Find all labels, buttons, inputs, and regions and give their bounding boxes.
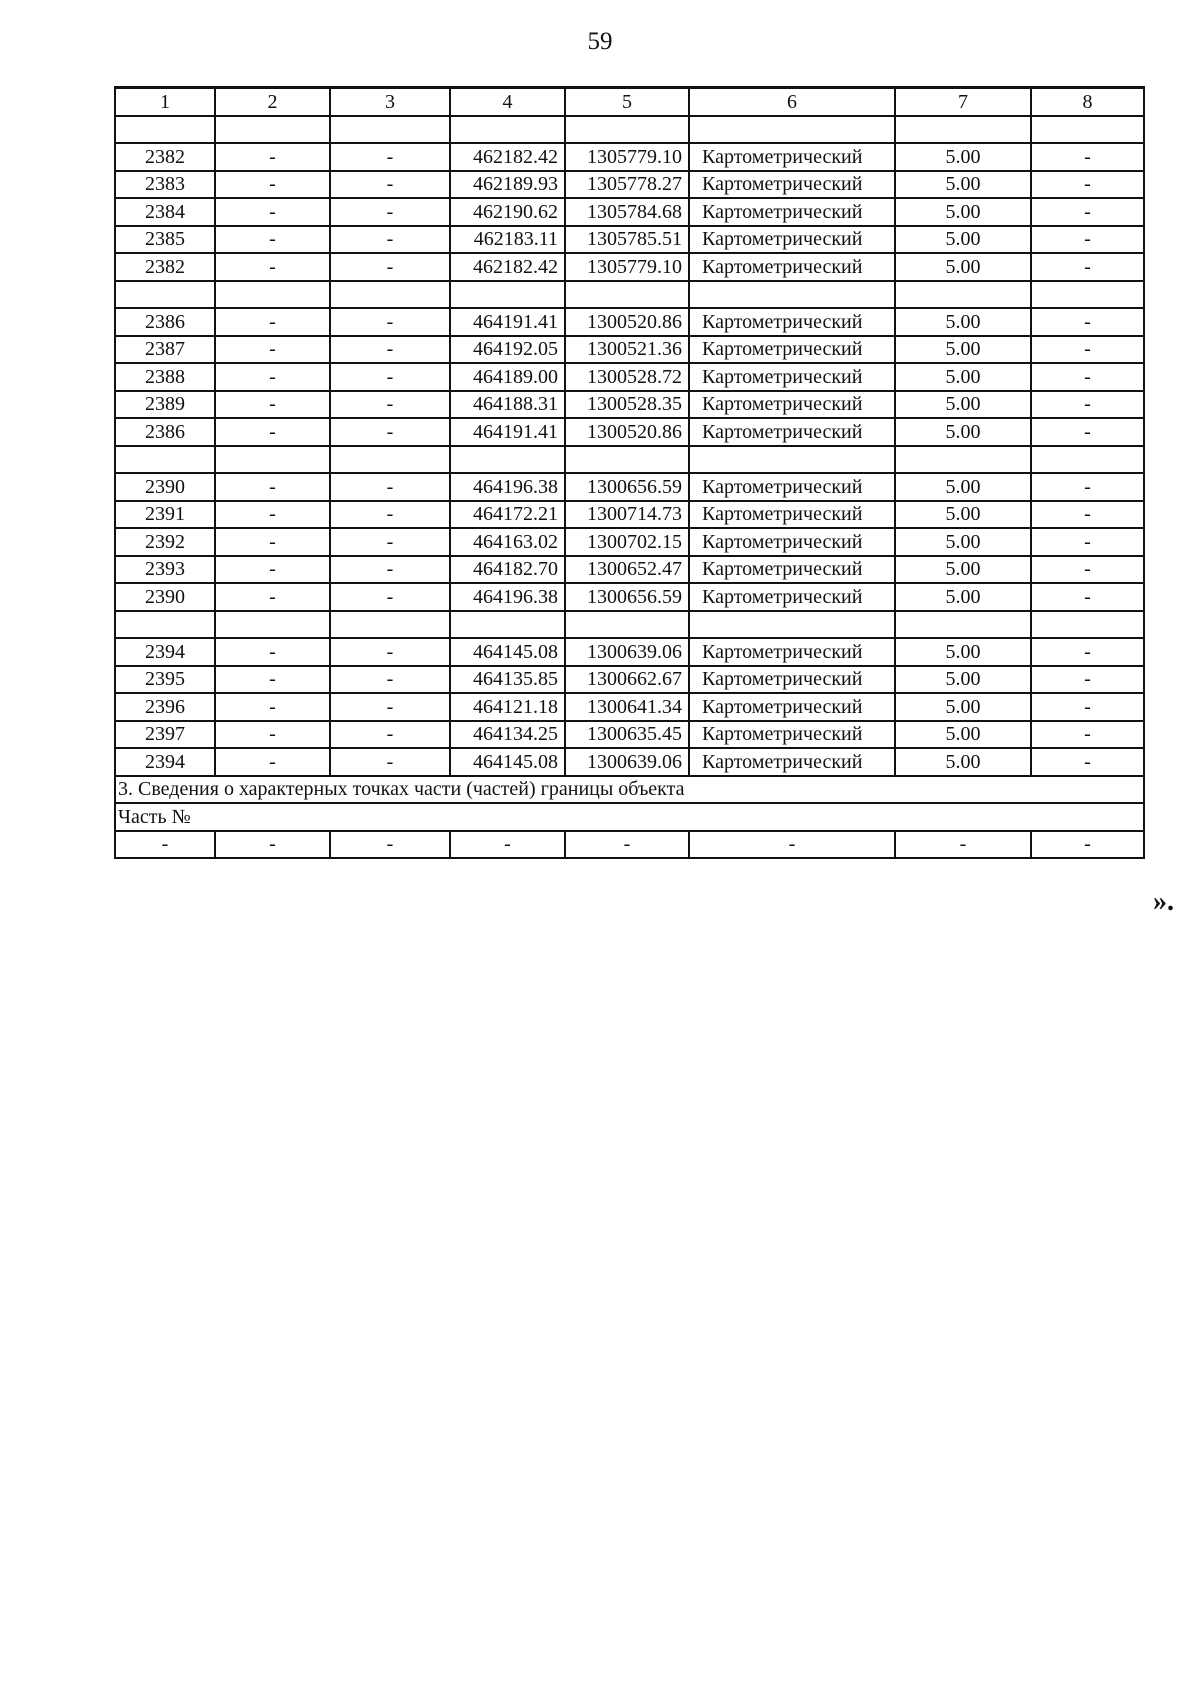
table-cell: - <box>1031 308 1144 336</box>
table-cell <box>115 611 215 639</box>
separator-row <box>115 281 1144 309</box>
table-cell: 1300652.47 <box>565 556 689 584</box>
table-cell: 5.00 <box>895 638 1031 666</box>
table-cell: 2394 <box>115 638 215 666</box>
table-cell: 2389 <box>115 391 215 419</box>
table-row <box>115 253 1144 281</box>
table-cell: - <box>1031 583 1144 611</box>
table-cell: 1300639.06 <box>565 748 689 776</box>
table-cell: - <box>1031 748 1144 776</box>
table-cell: - <box>215 556 330 584</box>
table-cell: 1305778.27 <box>565 171 689 199</box>
table-cell: 464192.05 <box>450 336 565 364</box>
table-cell: 2390 <box>115 583 215 611</box>
table-cell: - <box>215 528 330 556</box>
table-cell: 5.00 <box>895 198 1031 226</box>
table-cell: - <box>215 501 330 529</box>
column-header: 1 <box>115 88 215 116</box>
column-header: 3 <box>330 88 450 116</box>
table-cell <box>115 116 215 144</box>
table-cell: - <box>1031 528 1144 556</box>
part-label: Часть № <box>115 803 1144 831</box>
table-cell: - <box>1031 666 1144 694</box>
table-cell: 1300702.15 <box>565 528 689 556</box>
table-cell <box>215 116 330 144</box>
table-cell <box>115 446 215 474</box>
separator-row <box>115 116 1144 144</box>
table-row <box>115 198 1144 226</box>
table-cell <box>215 281 330 309</box>
table-cell <box>215 446 330 474</box>
table-cell: 2392 <box>115 528 215 556</box>
table-cell: 1305784.68 <box>565 198 689 226</box>
table-row <box>115 418 1144 446</box>
table-cell: 462183.11 <box>450 226 565 254</box>
table-cell: 464172.21 <box>450 501 565 529</box>
table-cell: Картометрический <box>689 556 895 584</box>
table-cell <box>330 116 450 144</box>
table-cell: - <box>215 583 330 611</box>
table-row <box>115 831 1144 859</box>
table-cell: 5.00 <box>895 336 1031 364</box>
table-cell: - <box>1031 363 1144 391</box>
table-cell <box>450 446 565 474</box>
table-cell: - <box>330 253 450 281</box>
table-cell: Картометрический <box>689 473 895 501</box>
table-cell: Картометрический <box>689 308 895 336</box>
table-cell: - <box>115 831 215 859</box>
table-cell: - <box>215 391 330 419</box>
table-cell: 464196.38 <box>450 583 565 611</box>
table-cell: 5.00 <box>895 253 1031 281</box>
table-cell <box>1031 281 1144 309</box>
table-cell: 1300656.59 <box>565 583 689 611</box>
column-header: 6 <box>689 88 895 116</box>
table-cell: - <box>330 831 450 859</box>
table-cell: - <box>330 143 450 171</box>
table-cell: - <box>330 666 450 694</box>
table-cell: - <box>330 528 450 556</box>
table-cell: - <box>330 308 450 336</box>
separator-row <box>115 611 1144 639</box>
table-cell: - <box>330 391 450 419</box>
table-cell: - <box>1031 831 1144 859</box>
table-cell: - <box>215 418 330 446</box>
table-cell: 462182.42 <box>450 253 565 281</box>
table-cell <box>1031 116 1144 144</box>
table-cell: 1300639.06 <box>565 638 689 666</box>
table-cell: - <box>1031 501 1144 529</box>
table-cell: - <box>330 336 450 364</box>
table-cell: 464135.85 <box>450 666 565 694</box>
table-cell: - <box>215 666 330 694</box>
table-cell <box>215 611 330 639</box>
column-header: 2 <box>215 88 330 116</box>
table-cell: 464163.02 <box>450 528 565 556</box>
table-cell: 2382 <box>115 253 215 281</box>
table-cell: - <box>450 831 565 859</box>
table-cell: 5.00 <box>895 528 1031 556</box>
table-cell <box>565 116 689 144</box>
table-cell: - <box>1031 198 1144 226</box>
table-cell: - <box>215 721 330 749</box>
table-row <box>115 171 1144 199</box>
table-cell: - <box>1031 556 1144 584</box>
table-cell: - <box>215 336 330 364</box>
table-cell: - <box>330 171 450 199</box>
table-cell: 5.00 <box>895 226 1031 254</box>
table-cell <box>689 446 895 474</box>
table-cell: 462190.62 <box>450 198 565 226</box>
table-cell: 2386 <box>115 418 215 446</box>
table-cell: 1305779.10 <box>565 253 689 281</box>
table-cell: 5.00 <box>895 171 1031 199</box>
table-row <box>115 473 1144 501</box>
table-row <box>115 666 1144 694</box>
table-cell: - <box>1031 473 1144 501</box>
table-cell: 5.00 <box>895 473 1031 501</box>
table-cell: - <box>1031 171 1144 199</box>
table-cell: 5.00 <box>895 418 1031 446</box>
table-cell: Картометрический <box>689 391 895 419</box>
table-cell: Картометрический <box>689 363 895 391</box>
table-cell: 5.00 <box>895 501 1031 529</box>
table-cell: 462182.42 <box>450 143 565 171</box>
header-row <box>115 88 1144 116</box>
table-cell <box>450 116 565 144</box>
table-cell: Картометрический <box>689 253 895 281</box>
table-cell: 2395 <box>115 666 215 694</box>
table-cell: 5.00 <box>895 666 1031 694</box>
table-cell: 5.00 <box>895 721 1031 749</box>
table-cell: - <box>215 198 330 226</box>
table-cell: Картометрический <box>689 418 895 446</box>
table-cell: 2390 <box>115 473 215 501</box>
table-cell: 464121.18 <box>450 693 565 721</box>
table-cell: - <box>565 831 689 859</box>
table-row <box>115 363 1144 391</box>
table-cell: - <box>215 693 330 721</box>
table-cell: 2383 <box>115 171 215 199</box>
table-cell <box>565 281 689 309</box>
table-cell: - <box>330 583 450 611</box>
table-cell: 1305785.51 <box>565 226 689 254</box>
table-cell: 2382 <box>115 143 215 171</box>
table-cell <box>895 611 1031 639</box>
table-cell: 464145.08 <box>450 638 565 666</box>
table-cell <box>689 116 895 144</box>
table-cell: Картометрический <box>689 721 895 749</box>
table-cell: 1300528.35 <box>565 391 689 419</box>
table-cell: - <box>330 721 450 749</box>
table-cell: - <box>215 638 330 666</box>
table-cell: 2393 <box>115 556 215 584</box>
table-cell: 1300635.45 <box>565 721 689 749</box>
table-cell: Картометрический <box>689 143 895 171</box>
table-cell: 2397 <box>115 721 215 749</box>
section-title-row <box>115 776 1144 804</box>
table-row <box>115 583 1144 611</box>
table-cell: - <box>215 171 330 199</box>
table-row <box>115 308 1144 336</box>
table-cell: 1300528.72 <box>565 363 689 391</box>
table-cell: 2394 <box>115 748 215 776</box>
table-cell <box>450 281 565 309</box>
table-cell: 1305779.10 <box>565 143 689 171</box>
table-cell: 464191.41 <box>450 418 565 446</box>
table-cell: - <box>1031 253 1144 281</box>
table-cell: - <box>330 363 450 391</box>
table-cell <box>689 611 895 639</box>
table-cell: - <box>215 363 330 391</box>
table-cell: 5.00 <box>895 693 1031 721</box>
table-cell <box>115 281 215 309</box>
table-cell <box>330 611 450 639</box>
table-cell: - <box>330 638 450 666</box>
table-row <box>115 556 1144 584</box>
table-cell: - <box>330 556 450 584</box>
table-row <box>115 391 1144 419</box>
table-row <box>115 638 1144 666</box>
table-cell: 464191.41 <box>450 308 565 336</box>
table-cell: Картометрический <box>689 171 895 199</box>
table-row <box>115 501 1144 529</box>
table-cell: 1300656.59 <box>565 473 689 501</box>
separator-row <box>115 446 1144 474</box>
table-cell: - <box>330 226 450 254</box>
table-cell: 2386 <box>115 308 215 336</box>
table-cell <box>565 446 689 474</box>
table-cell: - <box>215 226 330 254</box>
table-cell <box>330 281 450 309</box>
table-cell: - <box>330 418 450 446</box>
table-cell: - <box>1031 226 1144 254</box>
part-label-row <box>115 803 1144 831</box>
table-cell: 5.00 <box>895 308 1031 336</box>
table-cell <box>895 281 1031 309</box>
table-cell: 5.00 <box>895 391 1031 419</box>
table-cell: - <box>689 831 895 859</box>
table-cell: 1300714.73 <box>565 501 689 529</box>
table-cell: - <box>215 831 330 859</box>
table-cell: 464196.38 <box>450 473 565 501</box>
table-cell: 462189.93 <box>450 171 565 199</box>
table-cell: 464189.00 <box>450 363 565 391</box>
table-cell: - <box>330 748 450 776</box>
table-cell: Картометрический <box>689 501 895 529</box>
table-cell: Картометрический <box>689 693 895 721</box>
table-cell: Картометрический <box>689 528 895 556</box>
page-number: 59 <box>587 28 613 55</box>
table-cell: 464188.31 <box>450 391 565 419</box>
table-row <box>115 336 1144 364</box>
table-cell: Картометрический <box>689 583 895 611</box>
table-cell: 464145.08 <box>450 748 565 776</box>
table-cell: - <box>1031 336 1144 364</box>
table-cell: Картометрический <box>689 666 895 694</box>
column-header: 5 <box>565 88 689 116</box>
table-cell: - <box>1031 143 1144 171</box>
table-row <box>115 226 1144 254</box>
table-cell: - <box>1031 693 1144 721</box>
table-cell <box>450 611 565 639</box>
table-cell: - <box>1031 418 1144 446</box>
column-header: 7 <box>895 88 1031 116</box>
table-cell: 5.00 <box>895 583 1031 611</box>
table-cell <box>689 281 895 309</box>
table-cell: - <box>215 308 330 336</box>
table-cell <box>895 116 1031 144</box>
table-cell <box>330 446 450 474</box>
table-cell: - <box>1031 391 1144 419</box>
table-cell: - <box>895 831 1031 859</box>
table-row <box>115 693 1144 721</box>
table-cell: - <box>215 143 330 171</box>
table-cell: 5.00 <box>895 143 1031 171</box>
table-cell <box>1031 611 1144 639</box>
column-header: 8 <box>1031 88 1144 116</box>
table-cell: 2387 <box>115 336 215 364</box>
table-cell: 1300662.67 <box>565 666 689 694</box>
table-cell: - <box>330 501 450 529</box>
table-cell: - <box>330 693 450 721</box>
table-row <box>115 721 1144 749</box>
table-cell: 5.00 <box>895 363 1031 391</box>
table-cell: 2396 <box>115 693 215 721</box>
table-cell: Картометрический <box>689 336 895 364</box>
closing-quote: ». <box>1153 886 1174 917</box>
table-cell: - <box>1031 721 1144 749</box>
table-cell: 2385 <box>115 226 215 254</box>
column-header: 4 <box>450 88 565 116</box>
table-cell: 2391 <box>115 501 215 529</box>
table-cell: - <box>330 198 450 226</box>
table-cell: - <box>215 473 330 501</box>
table-cell <box>565 611 689 639</box>
table-row <box>115 143 1144 171</box>
table-body <box>115 88 1144 859</box>
table-row <box>115 528 1144 556</box>
coordinates-table <box>114 86 1145 859</box>
table-cell <box>1031 446 1144 474</box>
table-cell: 5.00 <box>895 748 1031 776</box>
table-cell <box>895 446 1031 474</box>
table-cell: 464134.25 <box>450 721 565 749</box>
table-cell: 2388 <box>115 363 215 391</box>
table-cell: 1300521.36 <box>565 336 689 364</box>
table-cell: Картометрический <box>689 198 895 226</box>
table-cell: - <box>215 748 330 776</box>
table-cell: 1300641.34 <box>565 693 689 721</box>
table-cell: 1300520.86 <box>565 418 689 446</box>
table-cell: Картометрический <box>689 748 895 776</box>
section-title: 3. Сведения о характерных точках части (частей) границы объекта <box>115 776 1144 804</box>
table-cell: - <box>215 253 330 281</box>
table-cell: 2384 <box>115 198 215 226</box>
table-cell: Картометрический <box>689 638 895 666</box>
table-cell: 5.00 <box>895 556 1031 584</box>
table-cell: - <box>1031 638 1144 666</box>
table-cell: - <box>330 473 450 501</box>
table-cell: 1300520.86 <box>565 308 689 336</box>
table-row <box>115 748 1144 776</box>
table-cell: 464182.70 <box>450 556 565 584</box>
table-cell: Картометрический <box>689 226 895 254</box>
